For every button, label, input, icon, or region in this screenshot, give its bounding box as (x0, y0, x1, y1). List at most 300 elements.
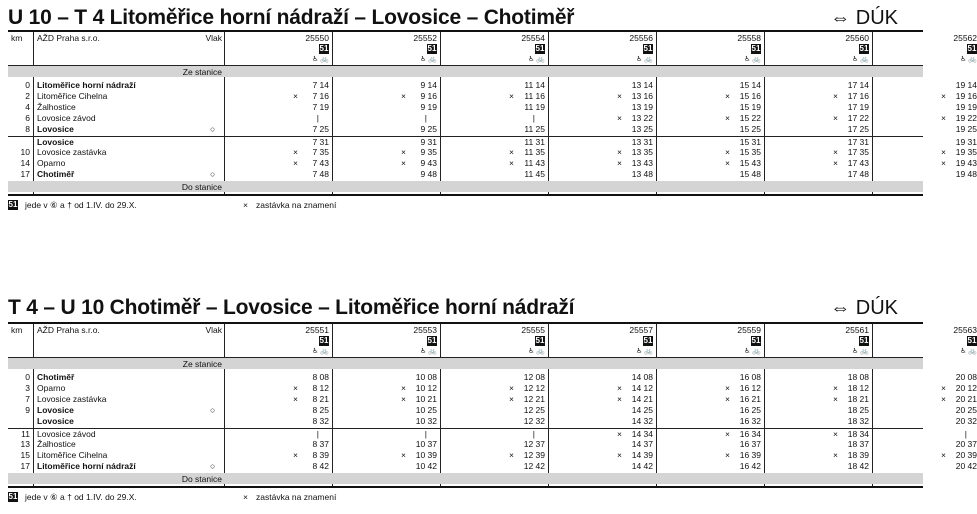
departure-time: 11 35 (524, 147, 545, 158)
vlak-label: Vlak (205, 325, 222, 335)
departure-time: 7 16 (312, 90, 329, 101)
train-column-divider (764, 32, 765, 194)
departure-time: 19 16 (955, 90, 977, 101)
departure-time: 19 22 (955, 112, 977, 123)
request-stop-mark: × (509, 147, 514, 158)
line-51-badge: 51 (319, 44, 329, 53)
stop-name: Oparno (37, 382, 66, 393)
departure-time: 7 14 (312, 80, 329, 90)
departure-time: | (532, 112, 535, 123)
departure-time: 12 08 (523, 372, 545, 382)
stop-name: Žalhostice (37, 101, 76, 112)
departure-time: 7 25 (312, 123, 329, 134)
stop-name: Litoměřice horní nádraží (37, 461, 136, 472)
request-stop-mark: × (833, 382, 838, 393)
train-number: 25552 (413, 33, 437, 43)
departure-time: 17 22 (847, 112, 869, 123)
accessibility-bike-icons: ♿ 🚲 (636, 348, 653, 355)
departure-time: 18 34 (847, 428, 869, 439)
departure-time: 8 25 (312, 404, 329, 415)
stop-km: 2 (25, 90, 30, 101)
accessibility-bike-icons: ♿ 🚲 (852, 56, 869, 63)
header-separator (8, 65, 923, 66)
request-stop-mark: × (833, 90, 838, 101)
train-column-divider (224, 32, 225, 194)
timetable-title: T 4 – U 10 Chotiměř – Lovosice – Litoměřice horní nádraží (8, 296, 575, 319)
departure-time: 17 48 (847, 169, 869, 180)
accessibility-bike-icons: ♿ 🚲 (852, 348, 869, 355)
train-column-divider (872, 32, 873, 194)
departure-time: 18 39 (847, 450, 869, 461)
departure-time: 15 14 (739, 80, 761, 90)
stop-name: Lovosice (37, 404, 74, 415)
departure-time: 10 08 (415, 372, 437, 382)
departure-time: 11 25 (524, 123, 545, 134)
request-stop-mark: × (293, 90, 298, 101)
train-column-divider (656, 32, 657, 194)
request-stop-mark: × (293, 393, 298, 404)
stop-name: Litoměřice Cihelna (37, 90, 108, 101)
request-stop-mark: × (401, 158, 406, 169)
stop-km: 15 (20, 450, 30, 461)
table-top-border (8, 30, 923, 32)
request-stop-mark: × (725, 393, 730, 404)
departure-time: 12 25 (523, 404, 545, 415)
departure-time: 13 22 (631, 112, 653, 123)
departure-time: 20 32 (955, 415, 977, 426)
request-stop-mark: × (401, 382, 406, 393)
departure-time: 20 08 (955, 372, 977, 382)
table-top-border (8, 322, 923, 324)
departure-time: 8 39 (312, 450, 329, 461)
departure-time: 16 39 (739, 450, 761, 461)
departure-time: 17 43 (847, 158, 869, 169)
footnote-badge: 51 (8, 200, 18, 210)
departure-time: 11 14 (524, 80, 545, 90)
train-number: 25557 (629, 325, 653, 335)
footnote-cross-text: zastávka na znamení (256, 492, 337, 503)
request-stop-mark: × (293, 450, 298, 461)
request-stop-mark: × (293, 382, 298, 393)
departure-time: 13 16 (631, 90, 653, 101)
departure-time: 16 32 (739, 415, 761, 426)
stop-km: 6 (25, 112, 30, 123)
section-separator (8, 136, 923, 137)
train-number: 25554 (521, 33, 545, 43)
departure-time: 8 21 (312, 393, 329, 404)
departure-time: 13 14 (631, 80, 653, 90)
do-stanice-label: Do stanice (181, 474, 222, 485)
stop-name: Lovosice (37, 123, 74, 134)
table-bottom-border (8, 486, 923, 488)
departure-time: 15 48 (739, 169, 761, 180)
request-stop-mark: × (941, 382, 946, 393)
line-51-badge: 51 (859, 336, 869, 345)
timetable-table (8, 322, 977, 486)
train-number: 25558 (737, 33, 761, 43)
train-number: 25551 (305, 325, 329, 335)
departure-time: 20 21 (955, 393, 977, 404)
accessibility-bike-icons: ♿ 🚲 (312, 348, 329, 355)
departure-time: 13 25 (631, 123, 653, 134)
departure-time: 14 12 (631, 382, 653, 393)
departure-time: 7 48 (312, 169, 329, 180)
departure-time: 16 12 (739, 382, 761, 393)
accessibility-bike-icons: ♿ 🚲 (420, 56, 437, 63)
line-51-badge: 51 (319, 336, 329, 345)
departure-time: 12 12 (523, 382, 545, 393)
departure-time: 9 25 (420, 123, 437, 134)
departure-time: 10 12 (415, 382, 437, 393)
request-stop-mark: × (833, 158, 838, 169)
accessibility-bike-icons: ♿ 🚲 (528, 56, 545, 63)
request-stop-mark: × (509, 382, 514, 393)
request-stop-mark: × (941, 147, 946, 158)
request-stop-mark: × (725, 382, 730, 393)
departure-time: 11 45 (524, 169, 545, 180)
stop-km: 11 (21, 428, 30, 439)
ze-stanice-label: Ze stanice (182, 67, 222, 77)
train-number: 25553 (413, 325, 437, 335)
departure-time: 18 37 (847, 439, 869, 450)
request-stop-mark: × (725, 428, 730, 439)
stop-km: 0 (25, 80, 30, 90)
stop-km: 3 (25, 382, 30, 393)
departure-time: 8 32 (312, 415, 329, 426)
departure-time: 10 25 (415, 404, 437, 415)
departure-time: 14 37 (631, 439, 653, 450)
departure-time: 7 43 (312, 158, 329, 169)
train-column-divider (224, 324, 225, 486)
departure-time: 19 43 (955, 158, 977, 169)
departure-time: 12 21 (523, 393, 545, 404)
footnote-cross-text: zastávka na znamení (256, 200, 337, 211)
footnote-text: jede v ⑥ a † od 1.IV. do 29.X. (25, 200, 137, 211)
request-stop-mark: × (401, 147, 406, 158)
departure-time: 7 19 (312, 101, 329, 112)
departure-time: 14 39 (631, 450, 653, 461)
request-stop-mark: × (725, 450, 730, 461)
departure-time: 11 31 (524, 136, 545, 147)
departure-time: 19 25 (955, 123, 977, 134)
footnote-cross: × (243, 200, 248, 211)
departure-time: 11 19 (524, 101, 545, 112)
request-stop-mark: × (725, 147, 730, 158)
departure-time: 19 35 (955, 147, 977, 158)
departure-time: | (424, 428, 427, 439)
timetable-title: U 10 – T 4 Litoměřice horní nádraží – Lovosice – Chotiměř (8, 6, 575, 29)
departure-time: | (532, 428, 535, 439)
departure-time: 13 35 (631, 147, 653, 158)
accessibility-bike-icons: ♿ 🚲 (744, 56, 761, 63)
departure-time: 16 42 (739, 461, 761, 472)
stop-name: Lovosice (37, 136, 74, 147)
departure-time: 9 35 (420, 147, 437, 158)
request-stop-mark: × (833, 112, 838, 123)
line-51-badge: 51 (751, 336, 761, 345)
stop-mark: ○ (210, 123, 216, 134)
request-stop-mark: × (617, 428, 622, 439)
request-stop-mark: × (509, 90, 514, 101)
stop-km: 9 (25, 404, 30, 415)
table-bottom-border (8, 194, 923, 196)
request-stop-mark: × (401, 90, 406, 101)
stop-name: Oparno (37, 158, 66, 169)
departure-time: | (316, 112, 319, 123)
stop-mark: ○ (210, 404, 216, 415)
departure-time: | (316, 428, 319, 439)
departure-time: 11 43 (524, 158, 545, 169)
departure-time: 12 42 (523, 461, 545, 472)
request-stop-mark: × (293, 147, 298, 158)
line-51-badge: 51 (535, 44, 545, 53)
request-stop-mark: × (725, 90, 730, 101)
departure-time: 11 16 (524, 90, 545, 101)
line-51-badge: 51 (859, 44, 869, 53)
departure-time: 17 14 (847, 80, 869, 90)
departure-time: 17 35 (847, 147, 869, 158)
departure-time: 9 19 (420, 101, 437, 112)
request-stop-mark: × (941, 393, 946, 404)
departure-time: 17 19 (847, 101, 869, 112)
line-51-badge: 51 (427, 336, 437, 345)
departure-time: 7 31 (312, 136, 329, 147)
departure-time: 14 25 (631, 404, 653, 415)
km-column-divider (33, 324, 34, 486)
request-stop-mark: × (617, 382, 622, 393)
departure-time: 18 12 (847, 382, 869, 393)
departure-time: 8 42 (312, 461, 329, 472)
train-number: 25563 (953, 325, 977, 335)
stop-km: 14 (20, 158, 30, 169)
departure-time: 13 19 (631, 101, 653, 112)
stop-km: 0 (25, 372, 30, 382)
departure-time: 16 34 (739, 428, 761, 439)
departure-time: 17 31 (847, 136, 869, 147)
train-column-divider (548, 32, 549, 194)
train-number: 25562 (953, 33, 977, 43)
departure-time: 12 39 (523, 450, 545, 461)
departure-time: 8 37 (312, 439, 329, 450)
request-stop-mark: × (941, 450, 946, 461)
request-stop-mark: × (617, 147, 622, 158)
train-number: 25560 (845, 33, 869, 43)
departure-time: 19 48 (955, 169, 977, 180)
train-number: 25561 (845, 325, 869, 335)
accessibility-bike-icons: ♿ 🚲 (420, 348, 437, 355)
operator-label: AŽD Praha s.r.o. (37, 33, 100, 43)
accessibility-bike-icons: ♿ 🚲 (744, 348, 761, 355)
departure-time: 19 31 (955, 136, 977, 147)
departure-time: 14 32 (631, 415, 653, 426)
duk-link[interactable]: ⇔ DÚK (830, 7, 898, 29)
request-stop-mark: × (725, 158, 730, 169)
departure-time: 19 14 (955, 80, 977, 90)
footnote-badge: 51 (8, 492, 18, 502)
header-separator (8, 357, 923, 358)
train-column-divider (872, 324, 873, 486)
departure-time: 12 32 (523, 415, 545, 426)
departure-time: 20 39 (955, 450, 977, 461)
departure-time: 16 21 (739, 393, 761, 404)
departure-time: 16 25 (739, 404, 761, 415)
line-51-badge: 51 (535, 336, 545, 345)
request-stop-mark: × (833, 428, 838, 439)
departure-time: 8 12 (312, 382, 329, 393)
departure-time: 15 35 (739, 147, 761, 158)
stop-km: 17 (20, 169, 30, 180)
stop-name: Žalhostice (37, 439, 76, 450)
stop-km: 8 (25, 123, 30, 134)
departure-time: 9 14 (420, 80, 437, 90)
train-number: 25550 (305, 33, 329, 43)
departure-time: 14 42 (631, 461, 653, 472)
accessibility-bike-icons: ♿ 🚲 (312, 56, 329, 63)
train-column-divider (332, 32, 333, 194)
departure-time: 15 25 (739, 123, 761, 134)
line-51-badge: 51 (427, 44, 437, 53)
departure-time: 14 34 (631, 428, 653, 439)
departure-time: 17 25 (847, 123, 869, 134)
departure-time: 20 37 (955, 439, 977, 450)
train-column-divider (440, 324, 441, 486)
operator-label: AŽD Praha s.r.o. (37, 325, 100, 335)
request-stop-mark: × (941, 112, 946, 123)
request-stop-mark: × (509, 450, 514, 461)
request-stop-mark: × (617, 112, 622, 123)
departure-time: 9 48 (420, 169, 437, 180)
line-51-badge: 51 (967, 44, 977, 53)
line-51-badge: 51 (967, 336, 977, 345)
departure-time: 20 25 (955, 404, 977, 415)
departure-time: 10 21 (415, 393, 437, 404)
departure-time: 9 31 (420, 136, 437, 147)
departure-time: 18 21 (847, 393, 869, 404)
departure-time: 17 16 (847, 90, 869, 101)
departure-time: 14 08 (631, 372, 653, 382)
train-number: 25556 (629, 33, 653, 43)
departure-time: 13 48 (631, 169, 653, 180)
departure-time: 18 08 (847, 372, 869, 382)
line-51-badge: 51 (643, 336, 653, 345)
departure-time: 9 16 (420, 90, 437, 101)
departure-time: 15 16 (739, 90, 761, 101)
departure-time: 20 12 (955, 382, 977, 393)
departure-time: 13 43 (631, 158, 653, 169)
train-number: 25555 (521, 325, 545, 335)
accessibility-bike-icons: ♿ 🚲 (636, 56, 653, 63)
accessibility-bike-icons: ♿ 🚲 (960, 348, 977, 355)
departure-time: 13 31 (631, 136, 653, 147)
departure-time: 16 37 (739, 439, 761, 450)
request-stop-mark: × (617, 90, 622, 101)
request-stop-mark: × (293, 158, 298, 169)
timetable-table (8, 30, 977, 194)
km-header: km (11, 325, 23, 335)
train-column-divider (548, 324, 549, 486)
departure-time: 8 08 (312, 372, 329, 382)
stop-name: Litoměřice Cihelna (37, 450, 108, 461)
request-stop-mark: × (833, 393, 838, 404)
ze-stanice-label: Ze stanice (182, 359, 222, 369)
request-stop-mark: × (833, 147, 838, 158)
stop-name: Chotiměř (37, 169, 75, 180)
train-column-divider (440, 32, 441, 194)
departure-time: 20 42 (955, 461, 977, 472)
km-column-divider (33, 32, 34, 194)
stop-name: Lovosice závod (37, 112, 96, 123)
departure-time: 15 19 (739, 101, 761, 112)
stop-km: 4 (25, 101, 30, 112)
request-stop-mark: × (617, 393, 622, 404)
request-stop-mark: × (401, 450, 406, 461)
accessibility-bike-icons: ♿ 🚲 (528, 348, 545, 355)
section-separator (8, 428, 923, 429)
stop-km: 10 (20, 147, 30, 158)
do-stanice-label: Do stanice (181, 182, 222, 193)
departure-time: 19 19 (955, 101, 977, 112)
line-51-badge: 51 (643, 44, 653, 53)
stop-mark: ○ (210, 169, 216, 180)
departure-time: | (424, 112, 427, 123)
request-stop-mark: × (401, 393, 406, 404)
vlak-label: Vlak (205, 33, 222, 43)
train-column-divider (656, 324, 657, 486)
departure-time: | (964, 428, 967, 439)
departure-time: 18 32 (847, 415, 869, 426)
departure-time: 18 42 (847, 461, 869, 472)
line-51-badge: 51 (751, 44, 761, 53)
departure-time: 14 21 (631, 393, 653, 404)
departure-time: 16 08 (739, 372, 761, 382)
request-stop-mark: × (725, 112, 730, 123)
request-stop-mark: × (617, 158, 622, 169)
stop-km: 7 (25, 393, 30, 404)
train-column-divider (764, 324, 765, 486)
request-stop-mark: × (941, 158, 946, 169)
stop-name: Lovosice závod (37, 428, 96, 439)
stop-name: Lovosice (37, 415, 74, 426)
request-stop-mark: × (941, 90, 946, 101)
request-stop-mark: × (509, 158, 514, 169)
train-number: 25559 (737, 325, 761, 335)
stop-name: Litoměřice horní nádraží (37, 80, 136, 90)
accessibility-bike-icons: ♿ 🚲 (960, 56, 977, 63)
stop-km: 17 (20, 461, 30, 472)
footnote-text: jede v ⑥ a † od 1.IV. do 29.X. (25, 492, 137, 503)
stop-name: Chotiměř (37, 372, 75, 382)
departure-time: 12 37 (523, 439, 545, 450)
request-stop-mark: × (617, 450, 622, 461)
departure-time: 10 39 (415, 450, 437, 461)
footnote-cross: × (243, 492, 248, 503)
departure-time: 15 22 (739, 112, 761, 123)
request-stop-mark: × (509, 393, 514, 404)
km-header: km (11, 33, 23, 43)
stop-name: Lovosice zastávka (37, 393, 107, 404)
departure-time: 7 35 (312, 147, 329, 158)
departure-time: 9 43 (420, 158, 437, 169)
stop-km: 13 (20, 439, 30, 450)
request-stop-mark: × (833, 450, 838, 461)
stop-mark: ○ (210, 461, 216, 472)
departure-time: 18 25 (847, 404, 869, 415)
departure-time: 10 42 (415, 461, 437, 472)
departure-time: 10 32 (415, 415, 437, 426)
duk-link[interactable]: ⇔ DÚK (830, 297, 898, 319)
stop-name: Lovosice zastávka (37, 147, 107, 158)
train-column-divider (332, 324, 333, 486)
